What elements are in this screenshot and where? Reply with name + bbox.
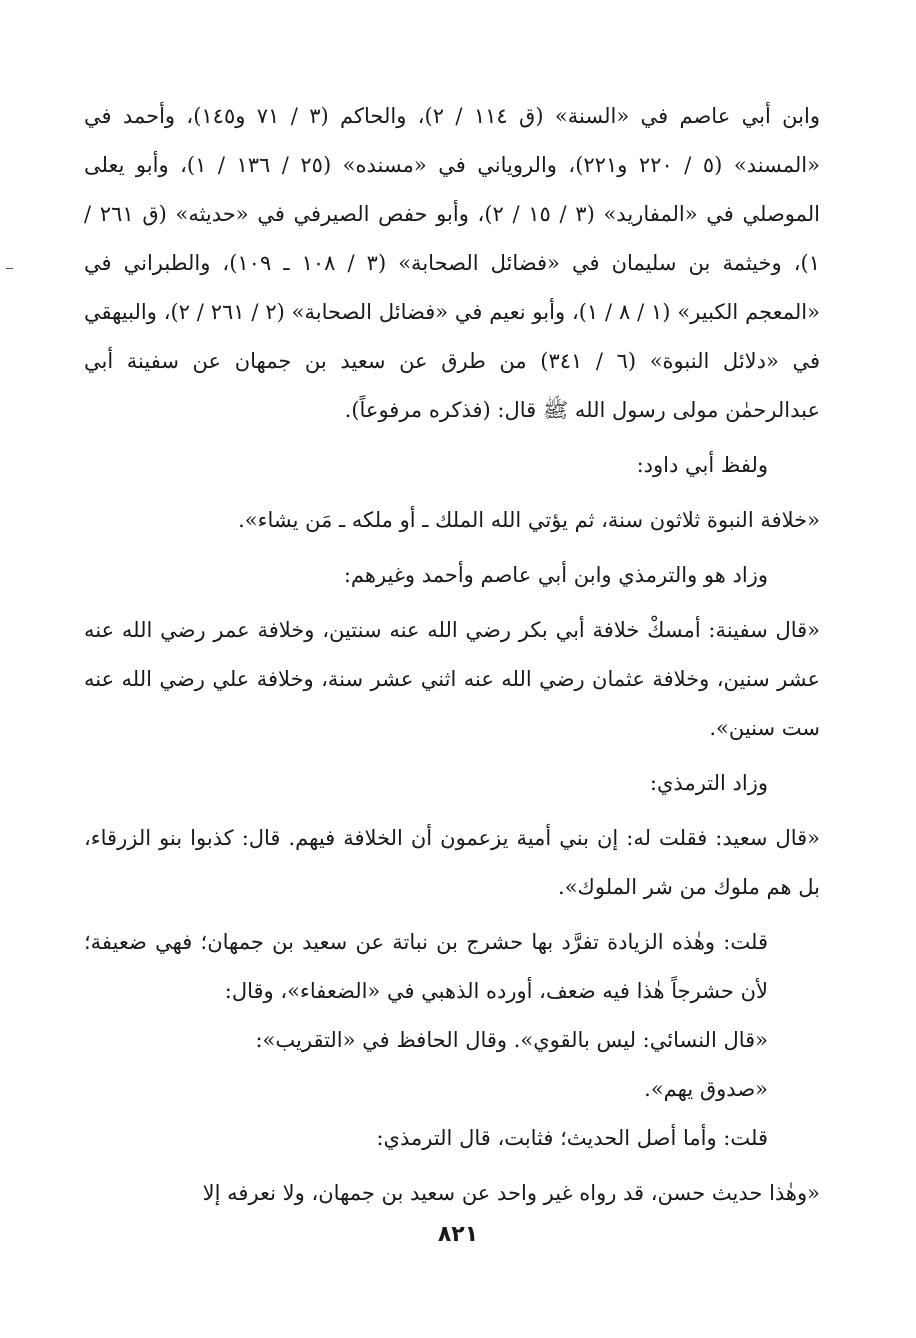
paragraph-nasai-quote: «قال النسائي: ليس بالقوي». وقال الحافظ في «التقريب»: <box>255 1028 768 1052</box>
paragraph-tirmidhi-quote: «وهٰذا حديث حسن، قد رواه غير واحد عن سعيد بن جمهان، ولا نعرفه إلا <box>202 1181 820 1205</box>
paragraph-tirmidhi-intro: وزاد الترمذي: <box>649 771 768 795</box>
paragraph-author-note: قلت: وهٰذه الزيادة تفرَّد بها حشرج بن نباتة عن سعيد بن جمهان؛ فهي ضعيفة؛ لأن حشرجاً هٰذا فيه ضعف، أورده الذهبي في «الضعفاء»، وقال: <box>84 930 768 1003</box>
margin-mark <box>6 268 13 269</box>
paragraph-safina-quote: «قال سفينة: أمسكْ خلافة أبي بكر رضي الله عنه سنتين، وخلافة عمر رضي الله عنه عشر سنين، وخلافة عثمان رضي الله عنه اثني عشر سنة، وخلافة علي رضي الله عنه ست سنين». <box>84 618 820 740</box>
paragraph-taqrib-quote: «صدوق يهم». <box>644 1077 768 1101</box>
paragraph-sources: وابن أبي عاصم في «السنة» (ق ١١٤ / ٢)، والحاكم (٣ / ٧١ و١٤٥)، وأحمد في «المسند» (٥ / ٢٢٠ و٢٢١)، والروياني في «مسنده» (٢٥ / ١٣٦ / ١)، وأبو يعلى الموصلي في «المفاريد» (٣ / ١٥ / ٢)، وأبو حفص الصيرفي في «حديثه» (ق ٢٦١ / ١)، وخيثمة بن سليمان في «فضائل الصحابة» (٣ / ١٠٨ ـ ١٠٩)، والطبراني في «المعجم الكبير» (١ / ٨ / ١)، وأبو نعيم في «فضائل الصحابة» (٢ / ٢٦١ / ٢)، والبيهقي في «دلائل النبوة» (٦ / ٣٤١) من طرق عن سعيد بن جمهان عن سفينة أبي عبدالرحمٰن مولى رسول الله ﷺ قال: (فذكره مرفوعاً). <box>84 104 820 422</box>
body-text <box>84 92 820 1218</box>
page-number: ٨٢١ <box>437 1222 479 1247</box>
paragraph-author-conclusion: قلت: وأما أصل الحديث؛ فثابت، قال الترمذي: <box>376 1126 768 1150</box>
paragraph-said-quote: «قال سعيد: فقلت له: إن بني أمية يزعمون أن الخلافة فيهم. قال: كذبوا بنو الزرقاء، بل هم ملوك من شر الملوك». <box>84 826 820 899</box>
paragraph-addition-intro: وزاد هو والترمذي وابن أبي عاصم وأحمد وغيرهم: <box>343 563 768 587</box>
paragraph-hadith-text: «خلافة النبوة ثلاثون سنة، ثم يؤتي الله الملك ـ أو ملكه ـ مَن يشاء». <box>238 508 820 532</box>
paragraph-abu-dawud-intro: ولفظ أبي داود: <box>636 453 768 477</box>
